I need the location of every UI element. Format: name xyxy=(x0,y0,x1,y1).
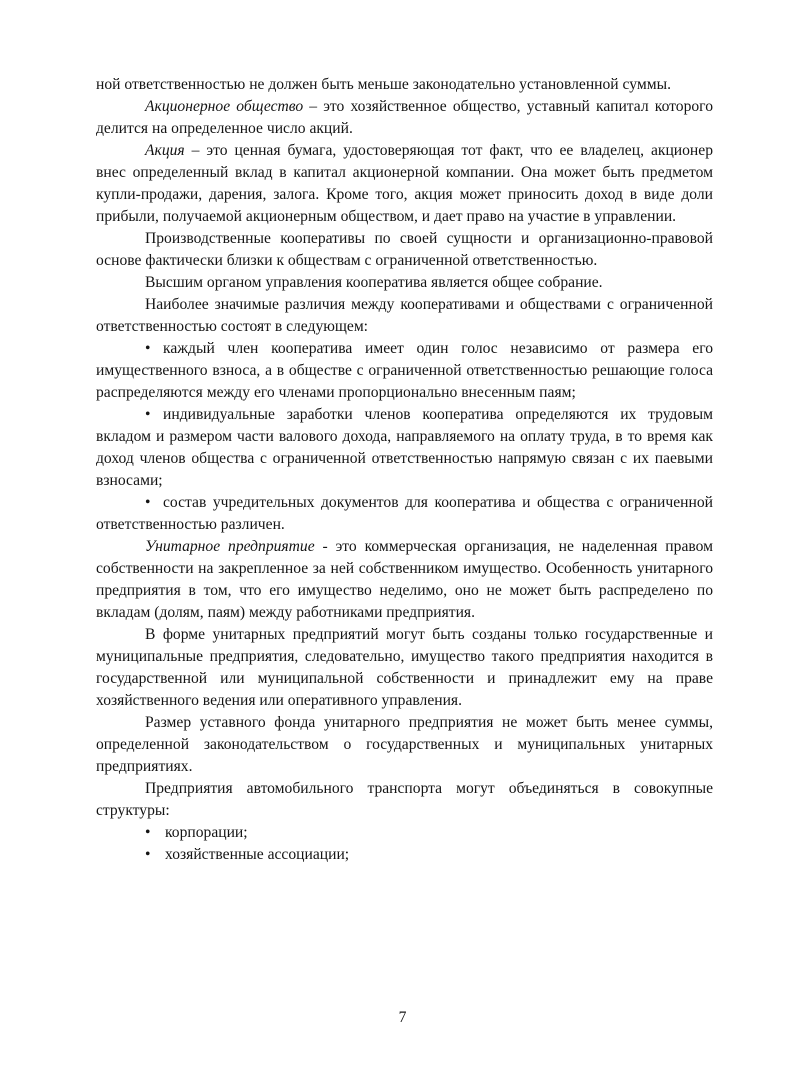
paragraph-unitary-enterprise xyxy=(96,536,713,624)
bullet-icon: • xyxy=(145,406,151,423)
document-page xyxy=(96,74,713,866)
list-item-text: хозяйственные ассоциации; xyxy=(165,846,350,863)
term-joint-stock-company: Акционерное общество xyxy=(145,98,304,115)
paragraph-share xyxy=(96,140,713,228)
bullet-icon: • xyxy=(145,824,151,841)
bullet-text: состав учредительных документов для кооператива и общества с ограниченной ответственностью различен. xyxy=(96,494,713,533)
bullet-item xyxy=(96,404,713,492)
paragraph-governing-body: Высшим органом управления кооператива является общее собрание. xyxy=(145,274,603,291)
term-share: Акция xyxy=(145,142,185,159)
page-number: 7 xyxy=(398,1009,407,1026)
bullet-text: индивидуальные заработки членов кооператива определяются их трудовым вкладом и размером части валового дохода, направляемого на оплату труда, в то время как доход членов общества с ограниченной ответственностью напрямую связан с их паевыми взносами; xyxy=(96,406,713,489)
list-item-text: корпорации; xyxy=(165,824,248,841)
bullet-icon: • xyxy=(145,494,151,511)
definition-text: - это коммерческая организация, не наделенная правом собственности на закрепленное за ней собственником имущество. Особенность унитарного предприятия в том, что его имущество неделимо, оно не может быть распределено по вкладам (долям, паям) между работниками предприятия. xyxy=(96,538,713,621)
paragraph-unitary-forms: В форме унитарных предприятий могут быть созданы только государственные и муниципальные предприятия, следовательно, имущество такого предприятия находится в государственной или муниципальной собственности и принадлежит ему на праве хозяйственного ведения или оперативного управления. xyxy=(96,626,713,709)
paragraph-cooperatives: Производственные кооперативы по своей сущности и организационно-правовой основе фактически близки к обществам с ограниченной ответственностью. xyxy=(96,230,713,269)
term-unitary-enterprise: Унитарное предприятие xyxy=(145,538,315,555)
paragraph-joint-stock-company xyxy=(96,96,713,140)
definition-text: – это ценная бумага, удостоверяющая тот факт, что ее владелец, акционер внес определенный вклад в капитал акционерной компании. Она может быть предметом купли-продажи, дарения, залога. Кроме того, акция может приносить доход в виде доли прибыли, получаемой акционерным обществом, и дает право на участие в управлении. xyxy=(96,142,713,225)
bullet-text: каждый член кооператива имеет один голос независимо от размера его имущественного взноса, а в обществе с ограниченной ответственностью решающие голоса распределяются между его членами пропорционально внесенным паям; xyxy=(96,340,713,401)
bullet-item xyxy=(96,338,713,404)
bullet-item xyxy=(96,492,713,536)
list-item xyxy=(96,822,713,844)
bullet-icon: • xyxy=(145,846,151,863)
bullet-icon: • xyxy=(145,340,151,357)
paragraph-transport-structures: Предприятия автомобильного транспорта могут объединяться в совокупные структуры: xyxy=(96,780,713,819)
paragraph-differences-intro: Наиболее значимые различия между кооперативами и обществами с ограниченной ответственностью состоят в следующем: xyxy=(96,296,713,335)
list-item xyxy=(96,844,713,866)
paragraph-statutory-fund: Размер уставного фонда унитарного предприятия не может быть менее суммы, определенной законодательством о государственных и муниципальных унитарных предприятиях. xyxy=(96,714,713,775)
definition-text: – это хозяйственное общество, уставный капитал которого делится на определенное число акций. xyxy=(96,98,713,137)
paragraph-continuation: ной ответственностью не должен быть меньше законодательно установленной суммы. xyxy=(96,76,671,93)
